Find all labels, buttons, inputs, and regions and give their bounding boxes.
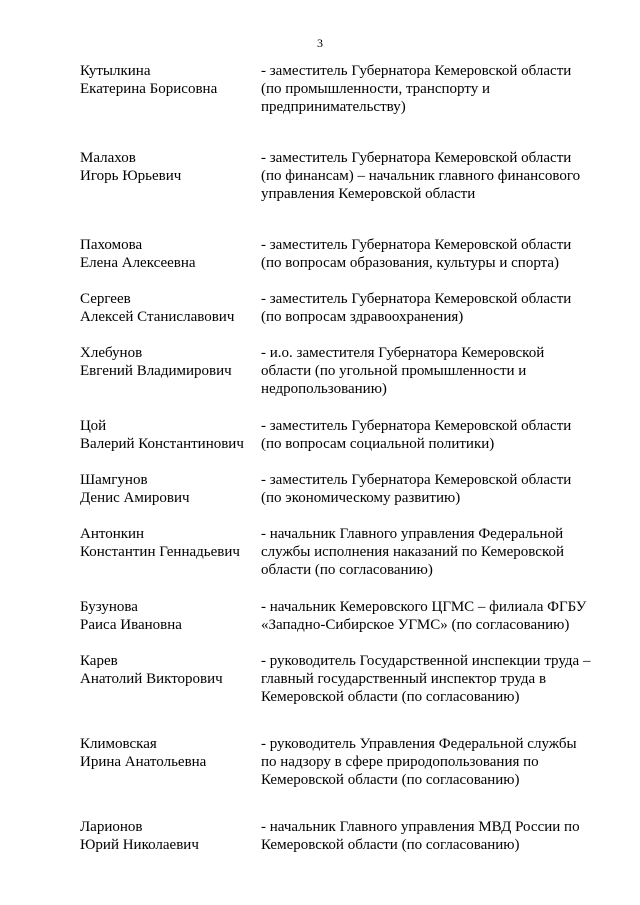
member-surname: Хлебунов [80,345,143,361]
member-given-names: Раиса Ивановна [80,617,182,633]
member-given-names: Игорь Юрьевич [80,168,182,184]
member-given-names: Ирина Анатольевна [80,754,207,770]
member-name [80,417,261,453]
member-entry [80,598,610,634]
member-given-names: Анатолий Викторович [80,671,223,687]
member-surname: Кутылкина [80,63,151,79]
member-entry [80,652,610,706]
member-role: - начальник Кемеровского ЦГМС – филиала ФГБУ «Западно-Сибирское УГМС» (по согласованию) [261,599,587,633]
member-entry [80,149,610,203]
member-name [80,735,261,789]
member-name [80,344,261,398]
member-role: - и.о. заместителя Губернатора Кемеровской области (по угольной промышленности и недропользованию) [261,345,545,397]
member-name [80,818,261,854]
member-role: - заместитель Губернатора Кемеровской области (по вопросам здравоохранения) [261,291,572,325]
member-given-names: Константин Геннадьевич [80,544,240,560]
member-given-names: Денис Амирович [80,490,190,506]
member-entry [80,471,610,507]
member-surname: Малахов [80,150,136,166]
member-role: - начальник Главного управления Федеральной службы исполнения наказаний по Кемеровской области (по согласованию) [261,526,565,578]
member-entry [80,236,610,272]
member-surname: Климовская [80,736,157,752]
member-surname: Бузунова [80,599,138,615]
member-entry [80,290,610,326]
member-given-names: Юрий Николаевич [80,837,199,853]
member-given-names: Екатерина Борисовна [80,81,218,97]
member-given-names: Евгений Владимирович [80,363,232,379]
member-role: - заместитель Губернатора Кемеровской области (по вопросам образования, культуры и спорта) [261,237,572,271]
member-role: - заместитель Губернатора Кемеровской области (по промышленности, транспорту и предпринимательству) [261,63,572,115]
member-name [80,598,261,634]
member-name [80,149,261,203]
member-given-names: Валерий Константинович [80,436,244,452]
member-entry [80,344,610,398]
member-surname: Ларионов [80,819,143,835]
page-number: 3 [317,36,323,50]
member-role: - руководитель Государственной инспекции труда – главный государственный инспектор труда в Кемеровской области (по согласованию) [261,653,591,705]
member-surname: Пахомова [80,237,143,253]
member-name [80,62,261,116]
member-given-names: Елена Алексеевна [80,255,196,271]
member-surname: Сергеев [80,291,131,307]
member-entry [80,417,610,453]
member-name [80,236,261,272]
member-role: - заместитель Губернатора Кемеровской области (по вопросам социальной политики) [261,418,572,452]
member-list [80,62,610,854]
member-name [80,471,261,507]
member-surname: Цой [80,418,107,434]
member-entry [80,525,610,579]
member-surname: Шамгунов [80,472,148,488]
member-surname: Антонкин [80,526,145,542]
member-entry [80,62,610,116]
member-name [80,652,261,706]
member-name [80,290,261,326]
member-role: - заместитель Губернатора Кемеровской области (по финансам) – начальник главного финансового управления Кемеровской области [261,150,581,202]
member-surname: Карев [80,653,118,669]
member-role: - руководитель Управления Федеральной службы по надзору в сфере природопользования по Кемеровской области (по согласованию) [261,736,577,788]
member-role: - начальник Главного управления МВД России по Кемеровской области (по согласованию) [261,819,580,853]
member-given-names: Алексей Станиславович [80,309,235,325]
member-role: - заместитель Губернатора Кемеровской области (по экономическому развитию) [261,472,572,506]
member-entry [80,735,610,789]
member-entry [80,818,610,854]
member-name [80,525,261,579]
